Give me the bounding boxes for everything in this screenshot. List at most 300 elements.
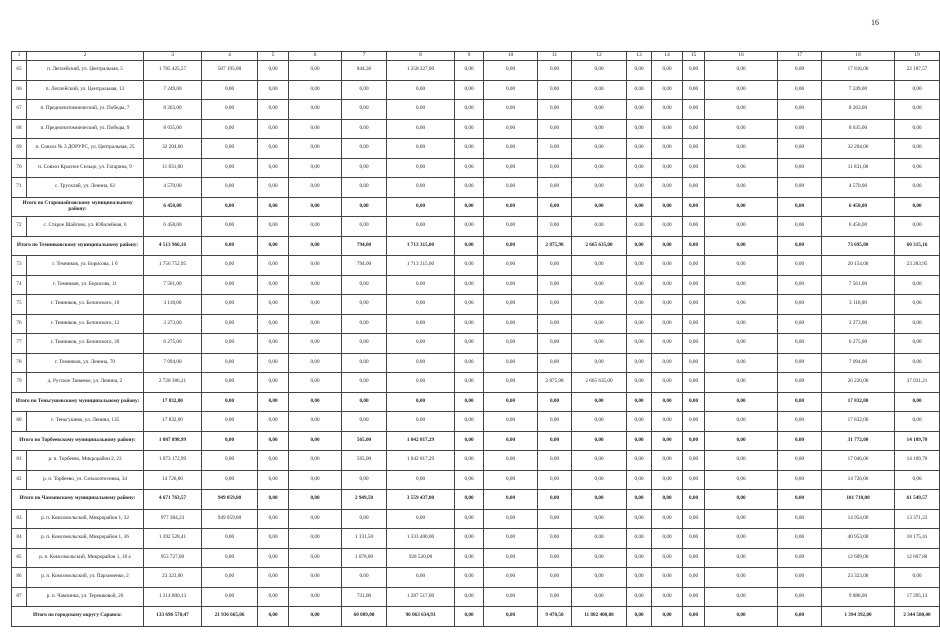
value-cell: 0,00 — [289, 61, 342, 81]
value-cell: 0,00 — [572, 295, 627, 315]
value-cell: 0,00 — [202, 236, 258, 256]
header-cell: 14 — [652, 52, 683, 61]
value-cell: 1 073 172,99 — [144, 451, 202, 471]
value-cell: 0,00 — [538, 451, 572, 471]
value-cell: 0,00 — [484, 334, 538, 354]
value-cell: 565,00 — [342, 451, 387, 471]
address-cell: п. Совхоз № 3 ДОРУРС, ул. Центральная, 25 — [27, 139, 144, 159]
value-cell: 0,00 — [289, 119, 342, 139]
value-cell: 0,00 — [258, 353, 289, 373]
value-cell: 0,00 — [895, 139, 940, 159]
value-cell: 0,00 — [778, 256, 822, 276]
value-cell: 1 713 315,00 — [387, 236, 455, 256]
value-cell: 0,00 — [387, 158, 455, 178]
value-cell: 0,00 — [202, 431, 258, 451]
value-cell: 0,00 — [484, 587, 538, 607]
value-cell: 0,00 — [202, 119, 258, 139]
value-cell: 40 953,00 — [822, 529, 895, 549]
value-cell: 0,00 — [455, 158, 484, 178]
value-cell: 0,00 — [289, 139, 342, 159]
value-cell: 0,00 — [705, 587, 778, 607]
value-cell: 0,00 — [627, 392, 652, 412]
header-cell: 2 — [27, 52, 144, 61]
value-cell: 0,00 — [705, 139, 778, 159]
value-cell: 0,00 — [387, 197, 455, 217]
value-cell: 0,00 — [572, 470, 627, 490]
value-cell: 0,00 — [258, 100, 289, 120]
header-cell: 17 — [778, 52, 822, 61]
value-cell: 0,00 — [258, 529, 289, 549]
value-cell: 0,00 — [202, 470, 258, 490]
value-cell: 4 570,00 — [822, 178, 895, 198]
value-cell: 0,00 — [202, 392, 258, 412]
value-cell: 0,00 — [289, 392, 342, 412]
value-cell: 0,00 — [455, 451, 484, 471]
value-cell: 2 949,50 — [342, 490, 387, 510]
row-number: 69 — [12, 139, 27, 159]
grand-total-row — [12, 607, 940, 627]
table-row — [12, 178, 940, 198]
value-cell: 0,00 — [572, 275, 627, 295]
value-cell: 0,00 — [387, 80, 455, 100]
value-cell: 0,00 — [895, 178, 940, 198]
value-cell: 0,00 — [778, 431, 822, 451]
table-row — [12, 529, 940, 549]
value-cell: 0,00 — [289, 470, 342, 490]
value-cell: 0,00 — [895, 334, 940, 354]
value-cell: 1 131,50 — [342, 529, 387, 549]
value-cell: 0,00 — [484, 568, 538, 588]
address-cell: г. Темников, ул. Белинского, 12 — [27, 314, 144, 334]
value-cell: 0,00 — [652, 80, 683, 100]
value-cell: 0,00 — [627, 217, 652, 237]
value-cell: 2 728 386,21 — [144, 373, 202, 393]
value-cell: 23 323,00 — [144, 568, 202, 588]
value-cell: 0,00 — [652, 451, 683, 471]
data-table — [11, 51, 940, 627]
address-cell: п. Леплейский, ул. Центральная, 13 — [27, 80, 144, 100]
value-cell: 0,00 — [572, 353, 627, 373]
value-cell: 0,00 — [572, 509, 627, 529]
value-cell: 949 059,80 — [202, 490, 258, 510]
value-cell: 0,00 — [683, 431, 705, 451]
row-number: 85 — [12, 548, 27, 568]
value-cell: 17 832,00 — [822, 412, 895, 432]
value-cell: 0,00 — [484, 529, 538, 549]
value-cell: 0,00 — [652, 490, 683, 510]
header-cell: 1 — [12, 52, 27, 61]
value-cell: 0,00 — [778, 178, 822, 198]
value-cell: 133 696 570,47 — [144, 607, 202, 627]
value-cell: 6 458,00 — [144, 217, 202, 237]
value-cell: 0,00 — [652, 587, 683, 607]
value-cell: 0,00 — [258, 334, 289, 354]
address-cell: п. Преднопитомнический, ул. Победы, 7 — [27, 100, 144, 120]
value-cell: 0,00 — [538, 100, 572, 120]
value-cell: 0,00 — [627, 256, 652, 276]
row-number: 75 — [12, 295, 27, 315]
value-cell: 0,00 — [895, 568, 940, 588]
value-cell: 0,00 — [258, 275, 289, 295]
value-cell: 0,00 — [455, 236, 484, 256]
value-cell: 0,00 — [484, 607, 538, 627]
value-cell: 0,00 — [484, 412, 538, 432]
value-cell: 0,00 — [652, 314, 683, 334]
value-cell: 0,00 — [572, 256, 627, 276]
address-cell: с. Теньгушево, ул. Ленина, 135 — [27, 412, 144, 432]
value-cell: 4 513 966,16 — [144, 236, 202, 256]
value-cell: 1 258 227,00 — [387, 61, 455, 81]
value-cell: 0,00 — [683, 100, 705, 120]
value-cell: 0,00 — [484, 178, 538, 198]
value-cell: 0,00 — [705, 470, 778, 490]
value-cell: 7 094,00 — [822, 353, 895, 373]
value-cell: 11 831,00 — [822, 158, 895, 178]
row-number: 74 — [12, 275, 27, 295]
value-cell: 0,00 — [683, 334, 705, 354]
value-cell: 0,00 — [342, 470, 387, 490]
value-cell: 7 249,00 — [822, 80, 895, 100]
value-cell: 0,00 — [484, 490, 538, 510]
value-cell: 0,00 — [455, 61, 484, 81]
value-cell: 0,00 — [778, 334, 822, 354]
row-number: 70 — [12, 158, 27, 178]
value-cell: 0,00 — [202, 139, 258, 159]
table-row — [12, 548, 940, 568]
address-cell: г. Темников, ул. Белинского, 10 — [27, 295, 144, 315]
value-cell: 0,00 — [627, 529, 652, 549]
value-cell: 0,00 — [387, 314, 455, 334]
header-cell: 7 — [342, 52, 387, 61]
row-number: 72 — [12, 217, 27, 237]
value-cell: 1 087 898,99 — [144, 431, 202, 451]
value-cell: 14 726,00 — [822, 470, 895, 490]
value-cell: 0,00 — [455, 509, 484, 529]
value-cell: 0,00 — [778, 80, 822, 100]
value-cell: 0,00 — [705, 314, 778, 334]
value-cell: 0,00 — [683, 80, 705, 100]
value-cell: 0,00 — [683, 314, 705, 334]
value-cell: 32 204,00 — [144, 139, 202, 159]
address-cell: с. Старое Шайгово, ул. Юбилейная, 6 — [27, 217, 144, 237]
address-cell: р. п. Комсомольский, Микрорайон 1, 32 — [27, 509, 144, 529]
value-cell: 0,00 — [258, 392, 289, 412]
value-cell: 0,00 — [484, 373, 538, 393]
value-cell: 0,00 — [387, 509, 455, 529]
header-cell: 12 — [572, 52, 627, 61]
value-cell: 0,00 — [202, 314, 258, 334]
value-cell: 8 635,00 — [822, 119, 895, 139]
value-cell: 0,00 — [289, 587, 342, 607]
value-cell: 0,00 — [627, 373, 652, 393]
value-cell: 0,00 — [538, 587, 572, 607]
value-cell: 0,00 — [455, 197, 484, 217]
value-cell: 2 344 580,40 — [895, 607, 940, 627]
value-cell: 844,36 — [342, 61, 387, 81]
value-cell: 0,00 — [778, 451, 822, 471]
value-cell: 1 078,00 — [342, 548, 387, 568]
value-cell: 0,00 — [258, 314, 289, 334]
value-cell: 0,00 — [484, 295, 538, 315]
header-cell: 6 — [289, 52, 342, 61]
value-cell: 0,00 — [455, 80, 484, 100]
value-cell: 31 772,00 — [822, 431, 895, 451]
value-cell: 6 458,00 — [822, 197, 895, 217]
value-cell: 0,00 — [484, 431, 538, 451]
value-cell: 0,00 — [572, 314, 627, 334]
value-cell: 0,00 — [342, 275, 387, 295]
value-cell: 0,00 — [258, 197, 289, 217]
page-number: 16 — [871, 18, 879, 27]
value-cell: 0,00 — [895, 412, 940, 432]
value-cell: 0,00 — [484, 100, 538, 120]
value-cell: 0,00 — [683, 158, 705, 178]
value-cell: 17 395,13 — [895, 587, 940, 607]
value-cell: 0,00 — [572, 568, 627, 588]
value-cell: 96 063 634,93 — [387, 607, 455, 627]
value-cell: 0,00 — [289, 197, 342, 217]
value-cell: 0,00 — [289, 568, 342, 588]
address-cell: д. Русское Тювеево, ул. Ленина, 2 — [27, 373, 144, 393]
table-row — [12, 217, 940, 237]
value-cell: 0,00 — [652, 529, 683, 549]
value-cell: 0,00 — [455, 431, 484, 451]
value-cell: 1 756 752,95 — [144, 256, 202, 276]
table-row — [12, 412, 940, 432]
table-row — [12, 139, 940, 159]
value-cell: 0,00 — [484, 217, 538, 237]
value-cell: 0,00 — [289, 295, 342, 315]
value-cell: 0,00 — [705, 373, 778, 393]
value-cell: 0,00 — [895, 314, 940, 334]
header-row — [12, 52, 940, 61]
value-cell: 0,00 — [455, 100, 484, 120]
value-cell: 0,00 — [627, 61, 652, 81]
value-cell: 0,00 — [705, 607, 778, 627]
value-cell: 23 283,95 — [895, 256, 940, 276]
row-number: 68 — [12, 119, 27, 139]
value-cell: 0,00 — [342, 314, 387, 334]
value-cell: 0,00 — [289, 431, 342, 451]
value-cell: 0,00 — [538, 217, 572, 237]
value-cell: 0,00 — [258, 568, 289, 588]
row-number: 80 — [12, 412, 27, 432]
value-cell: 6 458,00 — [822, 217, 895, 237]
value-cell: 0,00 — [778, 353, 822, 373]
value-cell: 1 314 800,13 — [144, 587, 202, 607]
value-cell: 0,00 — [778, 392, 822, 412]
value-cell: 0,00 — [705, 431, 778, 451]
table-row — [12, 100, 940, 120]
value-cell: 0,00 — [538, 80, 572, 100]
address-cell: п. Совхоз Красное Сельцо, ул. Гагарина, 9 — [27, 158, 144, 178]
value-cell: 0,00 — [538, 314, 572, 334]
value-cell: 0,00 — [572, 392, 627, 412]
value-cell: 0,00 — [705, 412, 778, 432]
value-cell: 0,00 — [342, 158, 387, 178]
value-cell: 794,00 — [342, 256, 387, 276]
value-cell: 0,00 — [778, 470, 822, 490]
value-cell: 0,00 — [895, 470, 940, 490]
value-cell: 0,00 — [652, 158, 683, 178]
value-cell: 0,00 — [484, 314, 538, 334]
table-row — [12, 568, 940, 588]
value-cell: 9 888,00 — [822, 587, 895, 607]
address-cell: г. Темников, ул. Белинского, 39 — [27, 334, 144, 354]
header-cell: 9 — [455, 52, 484, 61]
header-cell: 13 — [627, 52, 652, 61]
value-cell: 0,00 — [258, 236, 289, 256]
header-cell: 16 — [705, 52, 778, 61]
value-cell: 0,00 — [627, 314, 652, 334]
value-cell: 20 154,00 — [822, 256, 895, 276]
value-cell: 0,00 — [202, 451, 258, 471]
value-cell: 0,00 — [705, 80, 778, 100]
value-cell: 0,00 — [289, 236, 342, 256]
value-cell: 0,00 — [627, 119, 652, 139]
value-cell: 14 726,00 — [144, 470, 202, 490]
table-row — [12, 314, 940, 334]
value-cell: 0,00 — [342, 100, 387, 120]
value-cell: 0,00 — [455, 470, 484, 490]
table-row — [12, 373, 940, 393]
value-cell: 0,00 — [484, 275, 538, 295]
value-cell: 0,00 — [705, 334, 778, 354]
value-cell: 0,00 — [455, 568, 484, 588]
value-cell: 0,00 — [778, 275, 822, 295]
value-cell: 0,00 — [652, 256, 683, 276]
value-cell: 0,00 — [455, 334, 484, 354]
value-cell: 565,00 — [342, 431, 387, 451]
value-cell: 0,00 — [627, 451, 652, 471]
value-cell: 0,00 — [455, 139, 484, 159]
table-row — [12, 509, 940, 529]
value-cell: 0,00 — [387, 392, 455, 412]
header-cell: 19 — [895, 52, 940, 61]
value-cell: 0,00 — [572, 412, 627, 432]
value-cell: 0,00 — [289, 412, 342, 432]
value-cell: 507 195,00 — [202, 61, 258, 81]
value-cell: 0,00 — [572, 334, 627, 354]
row-number: 84 — [12, 529, 27, 549]
value-cell: 13 371,23 — [895, 509, 940, 529]
value-cell: 0,00 — [258, 607, 289, 627]
value-cell: 0,00 — [652, 236, 683, 256]
value-cell: 0,00 — [627, 509, 652, 529]
value-cell: 0,00 — [387, 568, 455, 588]
value-cell: 0,00 — [705, 256, 778, 276]
value-cell: 0,00 — [778, 568, 822, 588]
address-cell: г. Темников, ул. Борисова, 1 б — [27, 256, 144, 276]
value-cell: 0,00 — [258, 80, 289, 100]
address-cell: п. Преднопитомнический, ул. Победы, 9 — [27, 119, 144, 139]
address-cell: р. п. Торбеево, Микрорайон 2, 23 — [27, 451, 144, 471]
value-cell: 0,00 — [778, 587, 822, 607]
table-row — [12, 353, 940, 373]
value-cell: 7 561,00 — [822, 275, 895, 295]
value-cell: 0,00 — [778, 529, 822, 549]
value-cell: 0,00 — [387, 295, 455, 315]
value-cell: 0,00 — [683, 412, 705, 432]
value-cell: 0,00 — [683, 568, 705, 588]
row-number: 79 — [12, 373, 27, 393]
value-cell: 0,00 — [683, 139, 705, 159]
row-number: 66 — [12, 80, 27, 100]
value-cell: 949 059,80 — [202, 509, 258, 529]
value-cell: 0,00 — [572, 490, 627, 510]
value-cell: 0,00 — [342, 509, 387, 529]
value-cell: 0,00 — [572, 100, 627, 120]
value-cell: 17 816,00 — [822, 61, 895, 81]
value-cell: 0,00 — [202, 217, 258, 237]
value-cell: 0,00 — [778, 509, 822, 529]
value-cell: 0,00 — [683, 509, 705, 529]
value-cell: 0,00 — [289, 334, 342, 354]
value-cell: 0,00 — [455, 119, 484, 139]
value-cell: 0,00 — [627, 548, 652, 568]
value-cell: 0,00 — [895, 275, 940, 295]
value-cell: 0,00 — [683, 529, 705, 549]
value-cell: 0,00 — [202, 529, 258, 549]
value-cell: 0,00 — [289, 178, 342, 198]
value-cell: 0,00 — [705, 509, 778, 529]
value-cell: 0,00 — [202, 256, 258, 276]
value-cell: 0,00 — [572, 80, 627, 100]
value-cell: 0,00 — [258, 178, 289, 198]
value-cell: 11 882 408,08 — [572, 607, 627, 627]
value-cell: 977 384,23 — [144, 509, 202, 529]
value-cell: 1 713 315,00 — [387, 256, 455, 276]
value-cell: 0,00 — [455, 548, 484, 568]
value-cell: 731,00 — [342, 587, 387, 607]
value-cell: 0,00 — [895, 392, 940, 412]
value-cell: 0,00 — [705, 295, 778, 315]
value-cell: 0,00 — [387, 353, 455, 373]
total-label: Итого по Старошайговскому муниципальному району: — [12, 197, 144, 217]
value-cell: 0,00 — [455, 295, 484, 315]
value-cell: 0,00 — [683, 607, 705, 627]
value-cell: 73 695,00 — [822, 236, 895, 256]
row-number: 76 — [12, 314, 27, 334]
value-cell: 0,00 — [342, 80, 387, 100]
value-cell: 0,00 — [652, 568, 683, 588]
value-cell: 0,00 — [202, 587, 258, 607]
value-cell: 0,00 — [705, 353, 778, 373]
value-cell: 0,00 — [572, 119, 627, 139]
value-cell: 0,00 — [342, 334, 387, 354]
header-cell: 4 — [202, 52, 258, 61]
value-cell: 0,00 — [202, 178, 258, 198]
value-cell: 0,00 — [342, 353, 387, 373]
value-cell: 0,00 — [342, 217, 387, 237]
header-cell: 5 — [258, 52, 289, 61]
value-cell: 1 392 528,41 — [144, 529, 202, 549]
value-cell: 0,00 — [683, 548, 705, 568]
value-cell: 0,00 — [387, 275, 455, 295]
value-cell: 0,00 — [627, 80, 652, 100]
value-cell: 26 220,00 — [822, 373, 895, 393]
value-cell: 37 031,21 — [895, 373, 940, 393]
value-cell: 17 832,00 — [144, 412, 202, 432]
value-cell: 0,00 — [342, 197, 387, 217]
value-cell: 1 042 017,29 — [387, 451, 455, 471]
value-cell: 0,00 — [202, 275, 258, 295]
value-cell: 0,00 — [627, 353, 652, 373]
value-cell: 0,00 — [572, 451, 627, 471]
value-cell: 0,00 — [652, 412, 683, 432]
value-cell: 14 109,70 — [895, 431, 940, 451]
value-cell: 0,00 — [627, 607, 652, 627]
